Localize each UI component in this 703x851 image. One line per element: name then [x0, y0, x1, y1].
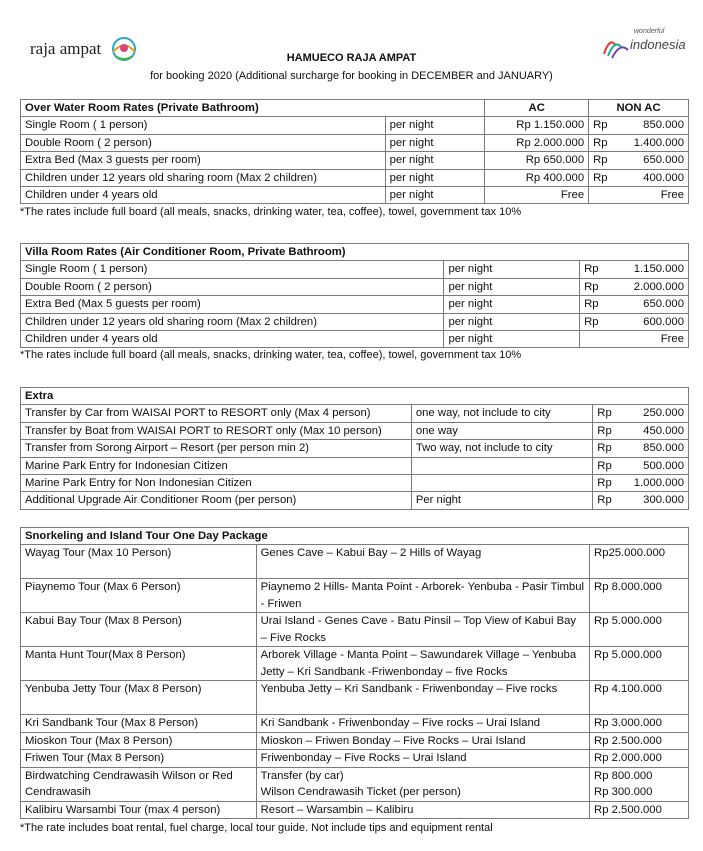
tour-route: Urai Island - Genes Cave - Batu Pinsil – Top View of Kabui Bay – Five Rocks — [256, 613, 589, 647]
over-water-rates-table — [20, 99, 689, 204]
rate-unit: per night — [385, 152, 485, 169]
tour-name: Wayag Tour (Max 10 Person) — [21, 545, 257, 579]
tour-name: Kabui Bay Tour (Max 8 Person) — [21, 613, 257, 647]
rate-unit: per night — [444, 313, 580, 330]
table-header-row — [21, 244, 689, 261]
table-row — [21, 475, 689, 492]
tour-price: Rp25.000.000 — [590, 545, 689, 579]
service-name: Additional Upgrade Air Conditioner Room (per person) — [21, 492, 412, 509]
currency-label: Rp — [593, 457, 612, 474]
rate-unit: per night — [444, 261, 580, 278]
rate-unit: per night — [385, 134, 485, 151]
snorkeling-note: *The rate includes boat rental, fuel charge, local tour guide. Not include tips and equipment rental — [20, 822, 493, 834]
currency-label: Rp — [580, 278, 609, 295]
table-row — [21, 331, 689, 348]
table-row — [21, 681, 689, 715]
indonesia-text: indonesia — [630, 37, 686, 52]
tour-name: Friwen Tour (Max 8 Person) — [21, 750, 257, 767]
service-name: Transfer by Car from WAISAI PORT to RESORT only (Max 4 person) — [21, 405, 412, 422]
service-name: Transfer from Sorong Airport – Resort (per person min 2) — [21, 440, 412, 457]
tour-route: Transfer (by car) Wilson Cendrawasih Ticket (per person) — [256, 767, 589, 801]
wonderful-text: wonderful — [634, 28, 665, 35]
tour-route: Yenbuba Jetty – Kri Sandbank - Friwenbonday – Five rocks — [256, 681, 589, 715]
currency-label: Rp — [593, 492, 612, 509]
tour-price: Rp 800.000 Rp 300.000 — [590, 767, 689, 801]
tour-price: Rp 2.000.000 — [590, 750, 689, 767]
table-row — [21, 440, 689, 457]
currency-label: Rp — [580, 296, 609, 313]
tour-price: Rp 2.500.000 — [590, 801, 689, 818]
price: 500.000 — [612, 457, 689, 474]
room-name: Children under 4 years old — [21, 331, 444, 348]
tour-name: Kri Sandbank Tour (Max 8 Person) — [21, 715, 257, 732]
price: 650.000 — [609, 296, 689, 313]
table-row — [21, 405, 689, 422]
service-unit: Per night — [411, 492, 592, 509]
tour-price: Rp 3.000.000 — [590, 715, 689, 732]
currency-label — [589, 187, 611, 204]
col-nonac-header: NON AC — [589, 100, 689, 117]
table-row — [21, 261, 689, 278]
col-ac-header: AC — [485, 100, 589, 117]
price: 1.000.000 — [612, 475, 689, 492]
table-row — [21, 579, 689, 613]
villa-rates-table — [20, 243, 689, 348]
table-row — [21, 187, 689, 204]
villa-title: Villa Room Rates (Air Conditioner Room, Private Bathroom) — [21, 244, 689, 261]
table-row — [21, 457, 689, 474]
room-name: Single Room ( 1 person) — [21, 117, 386, 134]
page-subtitle: for booking 2020 (Additional surcharge for booking in DECEMBER and JANUARY) — [150, 70, 553, 82]
tour-route: Genes Cave – Kabui Bay – 2 Hills of Wayag — [256, 545, 589, 579]
nonac-price: Free — [611, 187, 689, 204]
tour-price: Rp 8.000.000 — [590, 579, 689, 613]
service-unit — [411, 457, 592, 474]
ac-price: Rp 650.000 — [485, 152, 589, 169]
rate-unit: per night — [444, 296, 580, 313]
tour-name: Yenbuba Jetty Tour (Max 8 Person) — [21, 681, 257, 715]
table-row — [21, 767, 689, 801]
price: 250.000 — [612, 405, 689, 422]
extra-table — [20, 387, 689, 510]
room-name: Double Room ( 2 person) — [21, 134, 386, 151]
table-row — [21, 732, 689, 749]
table-row — [21, 545, 689, 579]
currency-label: Rp — [593, 422, 612, 439]
over-water-title: Over Water Room Rates (Private Bathroom) — [21, 100, 485, 117]
ac-price: Rp 1.150.000 — [485, 117, 589, 134]
price: 1.150.000 — [609, 261, 689, 278]
table-row — [21, 134, 689, 151]
tour-route: Resort – Warsambin – Kalibiru — [256, 801, 589, 818]
ac-price: Rp 2.000.000 — [485, 134, 589, 151]
over-water-note: *The rates include full board (all meals, snacks, drinking water, tea, coffee), towel, government tax 10% — [20, 206, 522, 218]
rate-unit: per night — [444, 331, 580, 348]
currency-label — [580, 331, 609, 348]
table-row — [21, 169, 689, 186]
table-row — [21, 715, 689, 732]
tour-name: Kalibiru Warsambi Tour (max 4 person) — [21, 801, 257, 818]
tour-name: Manta Hunt Tour(Max 8 Person) — [21, 647, 257, 681]
rate-unit: per night — [385, 187, 485, 204]
snorkeling-table — [20, 527, 689, 819]
rate-unit: per night — [385, 169, 485, 186]
table-row — [21, 750, 689, 767]
nonac-price: 650.000 — [611, 152, 689, 169]
service-name: Marine Park Entry for Indonesian Citizen — [21, 457, 412, 474]
table-row — [21, 313, 689, 330]
table-row — [21, 296, 689, 313]
tour-route: Arborek Village - Manta Point – Sawundarek Village – Yenbuba Jetty – Kri Sandbank -Friwenbonday – five Rocks — [256, 647, 589, 681]
table-row — [21, 278, 689, 295]
currency-label: Rp — [589, 134, 611, 151]
room-name: Extra Bed (Max 5 guests per room) — [21, 296, 444, 313]
price: 2.000.000 — [609, 278, 689, 295]
tour-route: Piaynemo 2 Hills- Manta Point - Arborek- Yenbuba - Pasir Timbul - Friwen — [256, 579, 589, 613]
service-name: Transfer by Boat from WAISAI PORT to RESORT only (Max 10 person) — [21, 422, 412, 439]
extra-title: Extra — [21, 388, 689, 405]
room-name: Double Room ( 2 person) — [21, 278, 444, 295]
rate-unit: per night — [444, 278, 580, 295]
table-row — [21, 801, 689, 818]
table-header-row — [21, 100, 689, 117]
tour-name: Piaynemo Tour (Max 6 Person) — [21, 579, 257, 613]
tour-name: Mioskon Tour (Max 8 Person) — [21, 732, 257, 749]
service-unit: Two way, not include to city — [411, 440, 592, 457]
snorkeling-title: Snorkeling and Island Tour One Day Package — [21, 528, 689, 545]
nonac-price: 400.000 — [611, 169, 689, 186]
table-header-row — [21, 528, 689, 545]
tour-route: Mioskon – Friwen Bonday – Five Rocks – Urai Island — [256, 732, 589, 749]
service-unit: one way — [411, 422, 592, 439]
price: 450.000 — [612, 422, 689, 439]
currency-label: Rp — [589, 152, 611, 169]
table-header-row — [21, 388, 689, 405]
nonac-price: 850.000 — [611, 117, 689, 134]
currency-label: Rp — [593, 475, 612, 492]
page-title: HAMUECO RAJA AMPAT — [286, 52, 417, 64]
table-row — [21, 647, 689, 681]
currency-label: Rp — [589, 117, 611, 134]
tour-name: Birdwatching Cendrawasih Wilson or Red Cendrawasih — [21, 767, 257, 801]
tour-price: Rp 2.500.000 — [590, 732, 689, 749]
currency-label: Rp — [589, 169, 611, 186]
tour-price: Rp 5.000.000 — [590, 647, 689, 681]
rate-unit: per night — [385, 117, 485, 134]
tour-route: Friwenbonday – Five Rocks – Urai Island — [256, 750, 589, 767]
price: 300.000 — [612, 492, 689, 509]
room-name: Children under 12 years old sharing room (Max 2 children) — [21, 313, 444, 330]
ac-price: Rp 400.000 — [485, 169, 589, 186]
service-unit — [411, 475, 592, 492]
table-row — [21, 492, 689, 509]
room-name: Single Room ( 1 person) — [21, 261, 444, 278]
ac-price: Free — [485, 187, 589, 204]
room-name: Children under 12 years old sharing room (Max 2 children) — [21, 169, 386, 186]
room-name: Children under 4 years old — [21, 187, 386, 204]
service-unit: one way, not include to city — [411, 405, 592, 422]
service-name: Marine Park Entry for Non Indonesian Citizen — [21, 475, 412, 492]
tour-price: Rp 4.100.000 — [590, 681, 689, 715]
tour-route: Kri Sandbank - Friwenbonday – Five rocks – Urai Island — [256, 715, 589, 732]
price: 850.000 — [612, 440, 689, 457]
table-row — [21, 117, 689, 134]
price: Free — [609, 331, 689, 348]
raja-ampat-logo-text: raja ampat — [30, 39, 102, 58]
price: 600.000 — [609, 313, 689, 330]
tour-price: Rp 5.000.000 — [590, 613, 689, 647]
room-name: Extra Bed (Max 3 guests per room) — [21, 152, 386, 169]
nonac-price: 1.400.000 — [611, 134, 689, 151]
currency-label: Rp — [593, 405, 612, 422]
currency-label: Rp — [580, 261, 609, 278]
currency-label: Rp — [580, 313, 609, 330]
table-row — [21, 152, 689, 169]
table-row — [21, 613, 689, 647]
table-row — [21, 422, 689, 439]
currency-label: Rp — [593, 440, 612, 457]
villa-note: *The rates include full board (all meals, snacks, drinking water, tea, coffee), towel, government tax 10% — [20, 349, 522, 361]
